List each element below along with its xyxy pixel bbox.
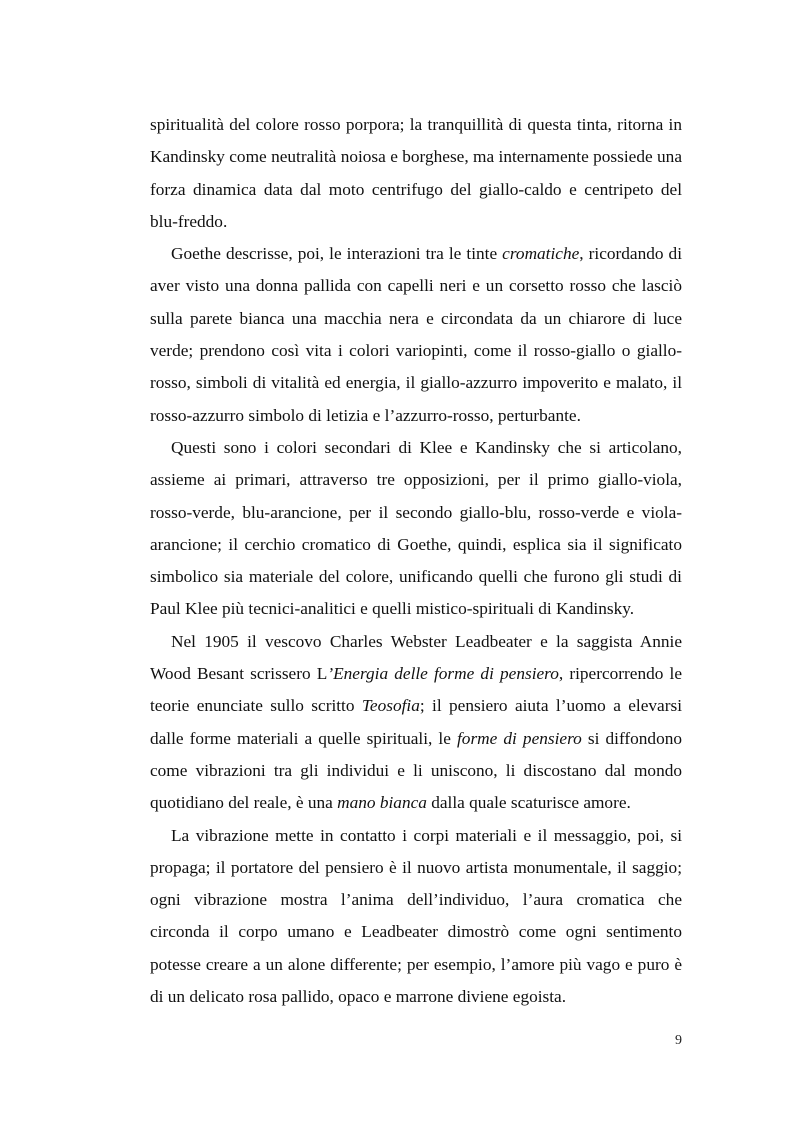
- text-segment: ; il pensiero aiuta l’uomo a elevarsi dalle forme materiali a quelle spirituali, le: [150, 696, 682, 748]
- italic-book-title: ’Energia delle forme di pensiero: [327, 664, 559, 684]
- paragraph-4: [150, 626, 682, 820]
- italic-book-title: Teosofia: [361, 696, 420, 716]
- page-number: 9: [675, 1033, 682, 1048]
- text-segment: spiritualità del colore rosso porpora; la tranquillità di questa tinta, ritorna in Kandinsky come neutralità noiosa e borghese, ma internamente possiede una forza dinamica data dal moto centrifugo del giallo-caldo e centripeto del blu-freddo.: [150, 115, 682, 231]
- text-segment: Goethe descrisse, poi, le interazioni tra le tinte: [171, 244, 503, 264]
- italic-term: cromatiche: [502, 244, 580, 264]
- body-text: [150, 109, 682, 1013]
- text-segment: Nel 1905 il vescovo Charles Webster Leadbeater e la saggista Annie Wood Besant scrissero L: [150, 631, 682, 684]
- paragraph-2: [150, 238, 682, 432]
- paragraph-1: [150, 109, 682, 238]
- text-segment: Questi sono i colori secondari di Klee e Kandinsky che si articolano, assieme ai primari, attraverso tre opposizioni, per il primo giallo-viola, rosso-verde, blu-arancione, per il secondo giallo-blu, rosso-verde e viola-arancione; il cerchio cromatico di Goethe, quindi, esplica sia il significato simbolico sia materiale del colore, unificando quelli che furono gli studi di Paul Klee più tecnici-analitici e quelli mistico-spirituali di Kandinsky.: [150, 437, 682, 619]
- text-segment: , ripercorrendo le teorie enunciate sullo scritto: [150, 664, 682, 716]
- italic-term: forme di pensiero: [457, 728, 582, 748]
- text-segment: La vibrazione mette in contatto i corpi materiali e il messaggio, poi, si propaga; il portatore del pensiero è il nuovo artista monumentale, il saggio; ogni vibrazione mostra l’anima dell’individuo, l’aura cromatica che circonda il corpo umano e Leadbeater dimostrò come ogni sentimento potesse creare a un alone differente; per esempio, l’amore più vago e puro è di un delicato rosa pallido, opaco e marrone diviene egoista.: [150, 825, 682, 1007]
- italic-term: mano bianca: [337, 793, 427, 813]
- text-segment: si diffondono come vibrazioni tra gli individui e li uniscono, li discostano dal mondo quotidiano del reale, è una: [150, 728, 682, 813]
- paragraph-5: [150, 820, 682, 1014]
- paragraph-3: [150, 432, 682, 626]
- text-segment: , ricordando di aver visto una donna pallida con capelli neri e un corsetto rosso che lasciò sulla parete bianca una macchia nera e circondata da un chiarore di luce verde; prendono così vita i colori variopinti, come il rosso-giallo o giallo-rosso, simboli di vitalità ed energia, il giallo-azzurro impoverito e malato, il rosso-azzurro simbolo di letizia e l’azzurro-rosso, perturbante.: [150, 244, 682, 425]
- text-segment: dalla quale scaturisce amore.: [426, 793, 631, 813]
